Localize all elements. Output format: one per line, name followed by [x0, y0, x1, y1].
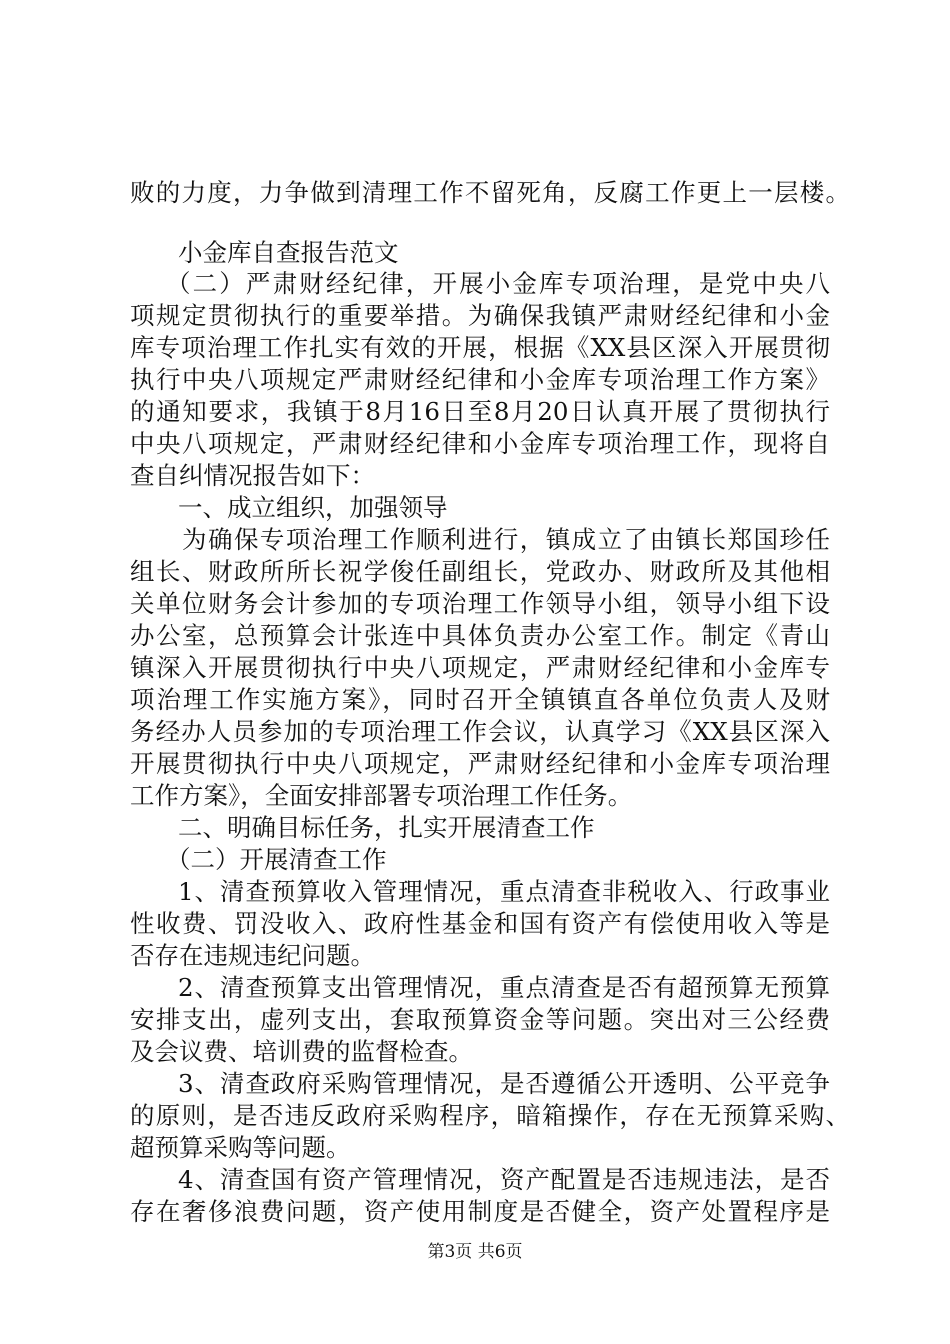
text-line-4: 项规定贯彻执行的重要举措。为确保我镇严肃财经纪律和小金 — [130, 301, 830, 330]
text-line-24: 否存在违规违纪问题。 — [130, 941, 375, 970]
text-line-11: 为确保专项治理工作顺利进行，镇成立了由镇长郑国珍任 — [182, 525, 830, 554]
text-line-16: 项治理工作实施方案》，同时召开全镇镇直各单位负责人及财 — [130, 685, 830, 714]
heading-one: 一、成立组织，加强领导 — [178, 493, 448, 522]
text-line-18: 开展贯彻执行中央八项规定，严肃财经纪律和小金库专项治理 — [130, 749, 830, 778]
subheading: （二）开展清查工作 — [166, 845, 387, 874]
text-line-25: 2、清查预算支出管理情况，重点清查是否有超预算无预算 — [178, 973, 830, 1002]
text-line-13: 关单位财务会计参加的专项治理工作领导小组，领导小组下设 — [130, 589, 830, 618]
text-line-8: 中央八项规定，严肃财经纪律和小金库专项治理工作，现将自 — [130, 429, 830, 458]
text-line-6: 执行中央八项规定严肃财经纪律和小金库专项治理工作方案》 — [130, 365, 830, 394]
text-line-30: 超预算采购等问题。 — [130, 1133, 351, 1162]
text-line-26: 安排支出，虚列支出，套取预算资金等问题。突出对三公经费 — [130, 1005, 830, 1034]
heading-two: 二、明确目标任务，扎实开展清查工作 — [178, 813, 595, 842]
text-line-32: 存在奢侈浪费问题，资产使用制度是否健全，资产处置程序是 — [130, 1197, 830, 1226]
page-footer: 第3页 共6页 — [427, 1242, 523, 1262]
text-line-23: 性收费、罚没收入、政府性基金和国有资产有偿使用收入等是 — [130, 909, 830, 938]
section-heading: 小金库自查报告范文 — [178, 238, 399, 267]
text-line-28: 3、清查政府采购管理情况，是否遵循公开透明、公平竞争 — [178, 1069, 830, 1098]
text-line-22: 1、清查预算收入管理情况，重点清查非税收入、行政事业 — [178, 877, 830, 906]
text-line-12: 组长、财政所所长祝学俊任副组长，党政办、财政所及其他相 — [130, 557, 830, 586]
text-line-3: （二）严肃财经纪律，开展小金库专项治理，是党中央八 — [166, 269, 830, 298]
text-line-14: 办公室，总预算会计张连中具体负责办公室工作。制定《青山 — [130, 621, 830, 650]
text-line-19: 工作方案》，全面安排部署专项治理工作任务。 — [130, 781, 633, 810]
text-line-5: 库专项治理工作扎实有效的开展，根据《XX县区深入开展贯彻 — [130, 333, 830, 362]
text-line-1: 败的力度，力争做到清理工作不留死角，反腐工作更上一层楼。 — [130, 178, 850, 207]
text-line-9: 查自纠情况报告如下： — [130, 461, 375, 490]
text-line-15: 镇深入开展贯彻执行中央八项规定，严肃财经纪律和小金库专 — [130, 653, 830, 682]
text-line-29: 的原则，是否违反政府采购程序，暗箱操作，存在无预算采购、 — [130, 1101, 850, 1130]
text-line-31: 4、清查国有资产管理情况，资产配置是否违规违法，是否 — [178, 1165, 830, 1194]
text-line-27: 及会议费、培训费的监督检查。 — [130, 1037, 473, 1066]
text-line-7: 的通知要求，我镇于8月16日至8月20日认真开展了贯彻执行 — [130, 397, 830, 426]
text-line-17: 务经办人员参加的专项治理工作会议，认真学习《XX县区深入 — [130, 717, 830, 746]
